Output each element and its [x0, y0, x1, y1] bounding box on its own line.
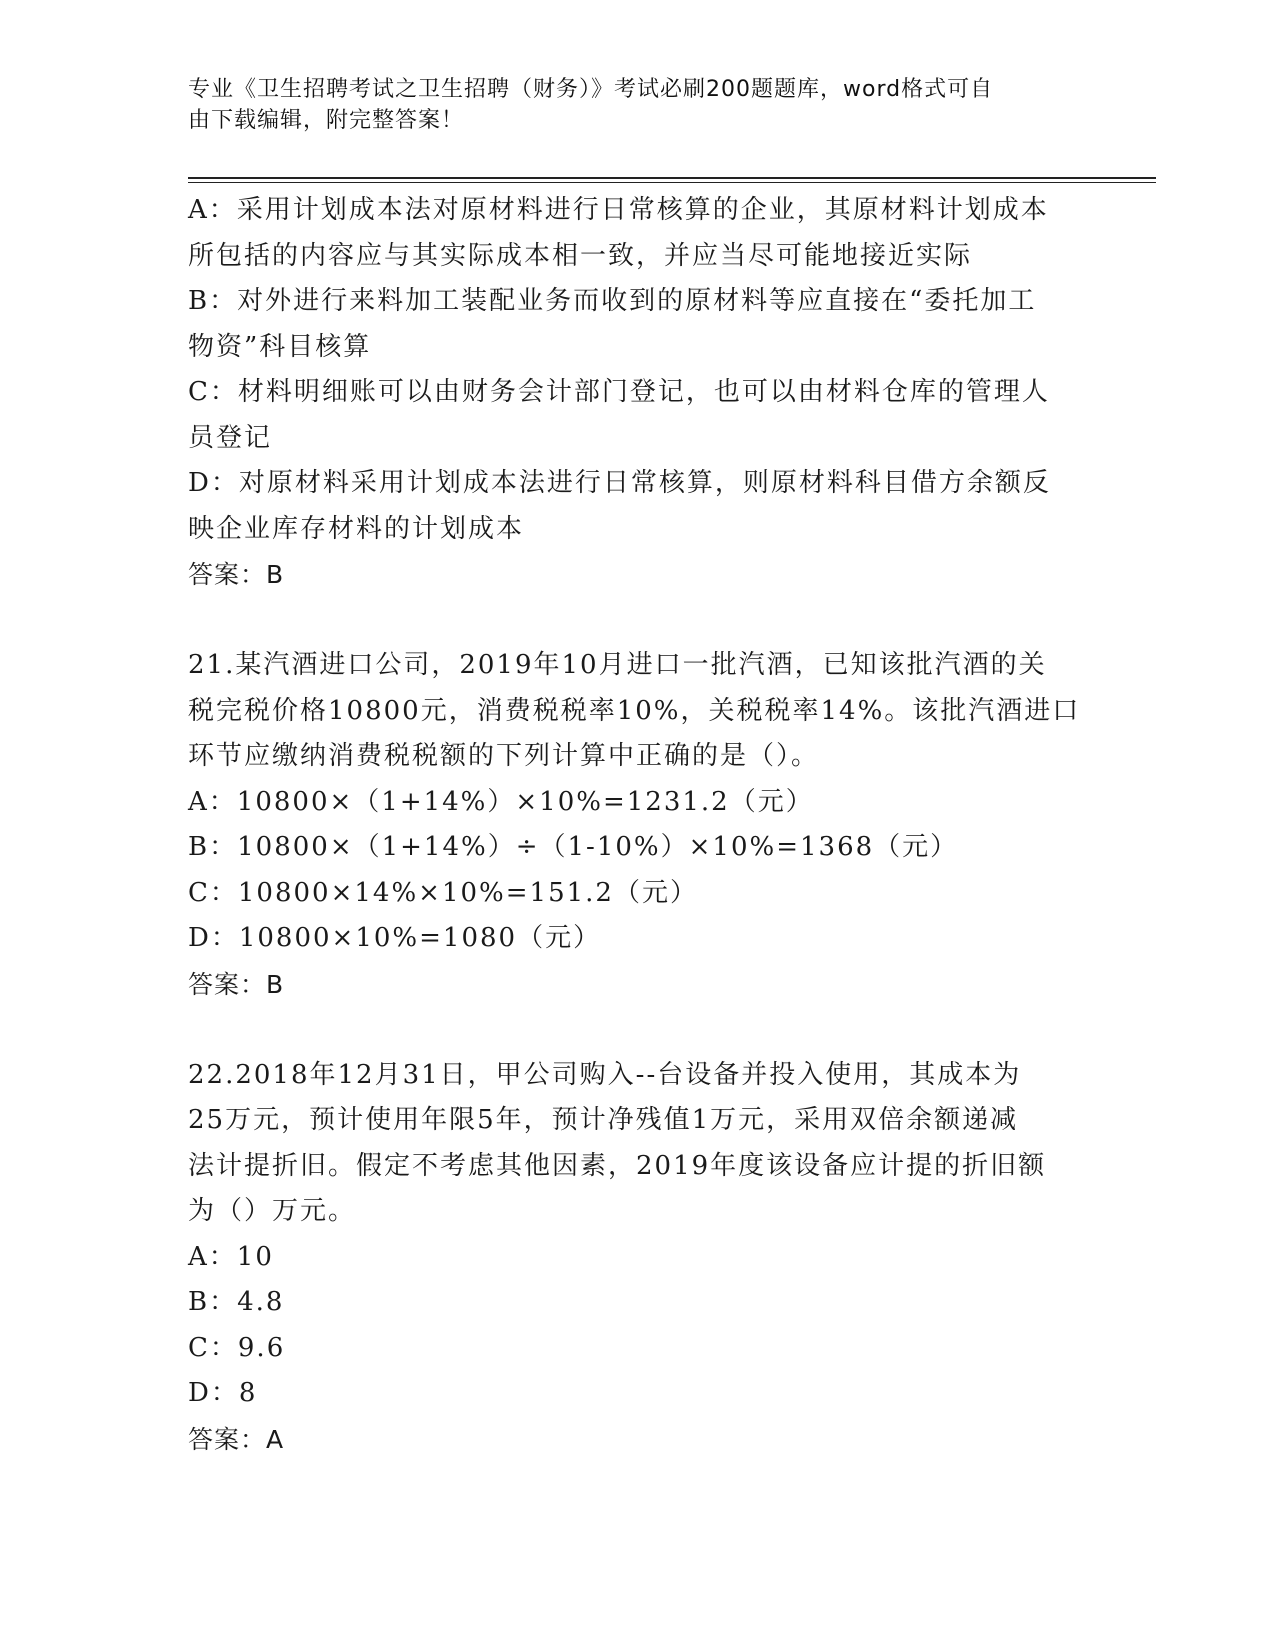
q20-option-d-line-2: 映企业库存材料的计划成本	[188, 513, 525, 544]
q22-stem-line-3: 法计提折旧。假定不考虑其他因素，2019年度该设备应计提的折旧额	[188, 1150, 1047, 1181]
q20-option-a-line-2: 所包括的内容应与其实际成本相一致，并应当尽可能地接近实际	[188, 240, 973, 271]
q20-option-b-line-2: 物资”科目核算	[188, 331, 372, 362]
question-22	[188, 1053, 1078, 1463]
question-20-options	[188, 188, 1078, 598]
header-line-2: 由下载编辑，附完整答案！	[188, 108, 465, 133]
q20-option-c-line-1: C：材料明细账可以由财务会计部门登记，也可以由材料仓库的管理人	[188, 377, 1050, 407]
q21-option-d: D：10800×10%=1080（元）	[188, 923, 602, 953]
q22-option-b: B：4.8	[188, 1287, 285, 1317]
q20-option-a-line-1: A：采用计划成本法对原材料进行日常核算的企业，其原材料计划成本	[188, 195, 1049, 225]
header-divider-thin	[188, 182, 1156, 183]
q21-stem-line-1: 21.某汽酒进口公司，2019年10月进口一批汽酒，已知该批汽酒的关	[188, 650, 1047, 680]
q22-option-d: D：8	[188, 1378, 258, 1408]
q22-option-a: A：10	[188, 1241, 274, 1272]
q20-option-c-line-2: 员登记	[188, 422, 273, 453]
q20-answer: 答案：B	[188, 560, 285, 589]
header-divider-thick	[188, 177, 1156, 179]
q21-option-a: A：10800×（1+14%）×10%=1231.2（元）	[188, 786, 814, 817]
q22-stem-line-4: 为（）万元。	[188, 1196, 357, 1226]
header-line-1: 专业《卫生招聘考试之卫生招聘（财务）》考试必刷200题题库，word格式可自	[188, 77, 994, 102]
q20-option-d-line-1: D：对原材料采用计划成本法进行日常核算，则原材料科目借方余额反	[188, 468, 1051, 498]
question-21	[188, 643, 1081, 1007]
q22-answer: 答案：A	[188, 1424, 285, 1454]
q21-stem-line-3: 环节应缴纳消费税税额的下列计算中正确的是（）。	[188, 741, 820, 771]
question-content	[188, 188, 1081, 1462]
q21-option-c: C：10800×14%×10%=151.2（元）	[188, 877, 698, 908]
q22-stem-line-2: 25万元，预计使用年限5年，预计净残值1万元，采用双倍余额递减	[188, 1105, 1019, 1135]
q21-answer: 答案：B	[188, 969, 285, 999]
question-spacer	[188, 598, 1078, 644]
question-spacer	[188, 1007, 1078, 1053]
document-header	[188, 74, 1068, 136]
q20-option-b-line-1: B：对外进行来料加工装配业务而收到的原材料等应直接在“委托加工	[188, 286, 1037, 316]
q21-stem-line-2: 税完税价格10800元，消费税税率10%，关税税率14%。该批汽酒进口	[188, 695, 1081, 726]
q22-option-c: C：9.6	[188, 1332, 286, 1363]
q22-stem-line-1: 22.2018年12月31日，甲公司购入--台设备并投入使用，其成本为	[188, 1059, 1022, 1090]
q21-option-b: B：10800×（1+14%）÷（1-10%）×10%=1368（元）	[188, 832, 959, 862]
